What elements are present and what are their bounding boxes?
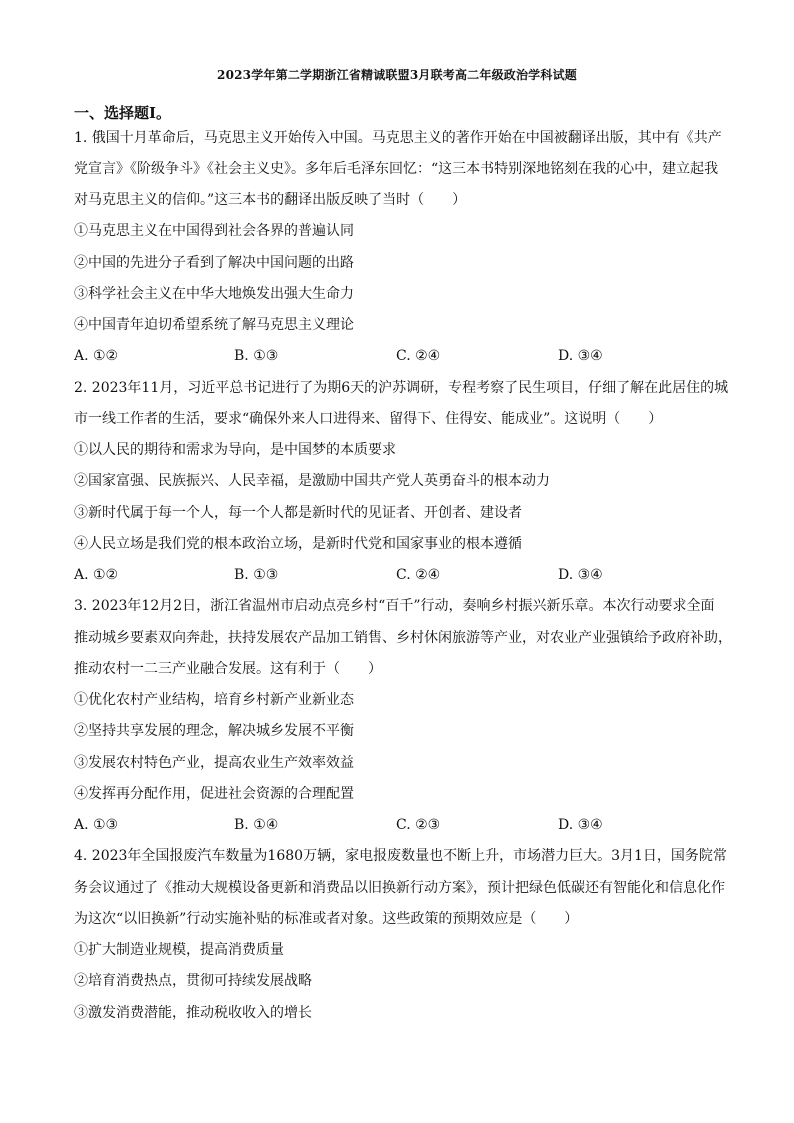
question-2-option-d: D. ③④ (558, 567, 603, 583)
question-4-line-3: 为这次“以旧换新”行动实施补贴的标准或者对象。这些政策的预期效应是（ ） (74, 911, 579, 927)
question-3-option-b: B. ①④ (234, 817, 279, 833)
question-3-statement-4: ④发挥再分配作用，促进社会资源的合理配置 (74, 786, 354, 802)
question-2-line-1: 2. 2023年11月，习近平总书记进行了为期6天的沪苏调研，专程考察了民生项目，仔细了解在此居住的城 (74, 380, 729, 396)
question-2-statement-3: ③新时代属于每一个人，每一个人都是新时代的见证者、开创者、建设者 (74, 505, 522, 521)
question-3-statement-3: ③发展农村特色产业，提高农业生产效率效益 (74, 755, 354, 771)
question-2-option-c: C. ②④ (396, 567, 441, 583)
question-1-line-3: 对马克思主义的信仰。”这三本书的翻译出版反映了当时（ ） (74, 192, 467, 208)
question-3-line-3: 推动农村一二三产业融合发展。这有利于（ ） (74, 661, 382, 677)
question-3-option-a: A. ①③ (74, 817, 119, 833)
question-1-statement-4: ④中国青年迫切希望系统了解马克思主义理论 (74, 317, 354, 333)
question-1-line-1: 1. 俄国十月革命后，马克思主义开始传入中国。马克思主义的著作开始在中国被翻译出版，其中有《共产 (74, 130, 722, 146)
question-1-statement-3: ③科学社会主义在中华大地焕发出强大生命力 (74, 286, 354, 302)
question-3-statement-2: ②坚持共享发展的理念，解决城乡发展不平衡 (74, 723, 354, 739)
page-title: 2023学年第二学期浙江省精诚联盟3月联考高二年级政治学科试题 (217, 68, 577, 82)
question-1-option-d: D. ③④ (558, 348, 603, 364)
section-heading: 一、选择题Ⅰ。 (74, 104, 172, 122)
question-2-statement-4: ④人民立场是我们党的根本政治立场，是新时代党和国家事业的根本遵循 (74, 536, 522, 552)
question-3-statement-1: ①优化农村产业结构，培育乡村新产业新业态 (74, 692, 354, 708)
question-3-line-2: 推动城乡要素双向奔赴，扶持发展农产品加工销售、乡村休闲旅游等产业，对农业产业强镇给予政府补助， (74, 630, 732, 646)
question-4-statement-1: ①扩大制造业规模，提高消费质量 (74, 942, 284, 958)
question-4-line-2: 务会议通过了《推动大规模设备更新和消费品以旧换新行动方案》，预计把绿色低碳还有智能化和信息化作 (74, 880, 725, 896)
question-1-statement-2: ②中国的先进分子看到了解决中国问题的出路 (74, 255, 354, 271)
question-1-option-b: B. ①③ (234, 348, 279, 364)
question-1-option-c: C. ②④ (396, 348, 441, 364)
question-3-line-1: 3. 2023年12月2日，浙江省温州市启动点亮乡村“百千”行动，奏响乡村振兴新乐章。本次行动要求全面 (74, 598, 715, 614)
question-2-option-b: B. ①③ (234, 567, 279, 583)
question-1-statement-1: ①马克思主义在中国得到社会各界的普遍认同 (74, 223, 354, 239)
question-1-option-a: A. ①② (74, 348, 119, 364)
question-2-line-2: 市一线工作者的生活，要求“确保外来人口进得来、留得下、住得安、能成业”。这说明（ ） (74, 411, 663, 427)
question-4-statement-3: ③激发消费潜能，推动税收收入的增长 (74, 1005, 312, 1021)
question-2-option-a: A. ①② (74, 567, 119, 583)
question-3-option-d: D. ③④ (558, 817, 603, 833)
question-2-statement-1: ①以人民的期待和需求为导向，是中国梦的本质要求 (74, 442, 396, 458)
question-4-statement-2: ②培育消费热点，贯彻可持续发展战略 (74, 973, 312, 989)
question-1-line-2: 党宣言》《阶级争斗》《社会主义史》。多年后毛泽东回忆：“这三本书特别深地铭刻在我的心中，建立起我 (74, 161, 719, 177)
question-2-statement-2: ②国家富强、民族振兴、人民幸福，是激励中国共产党人英勇奋斗的根本动力 (74, 473, 550, 489)
question-3-option-c: C. ②③ (396, 817, 441, 833)
question-4-line-1: 4. 2023年全国报废汽车数量为1680万辆，家电报废数量也不断上升，市场潜力巨大。3月1日，国务院常 (74, 848, 727, 864)
